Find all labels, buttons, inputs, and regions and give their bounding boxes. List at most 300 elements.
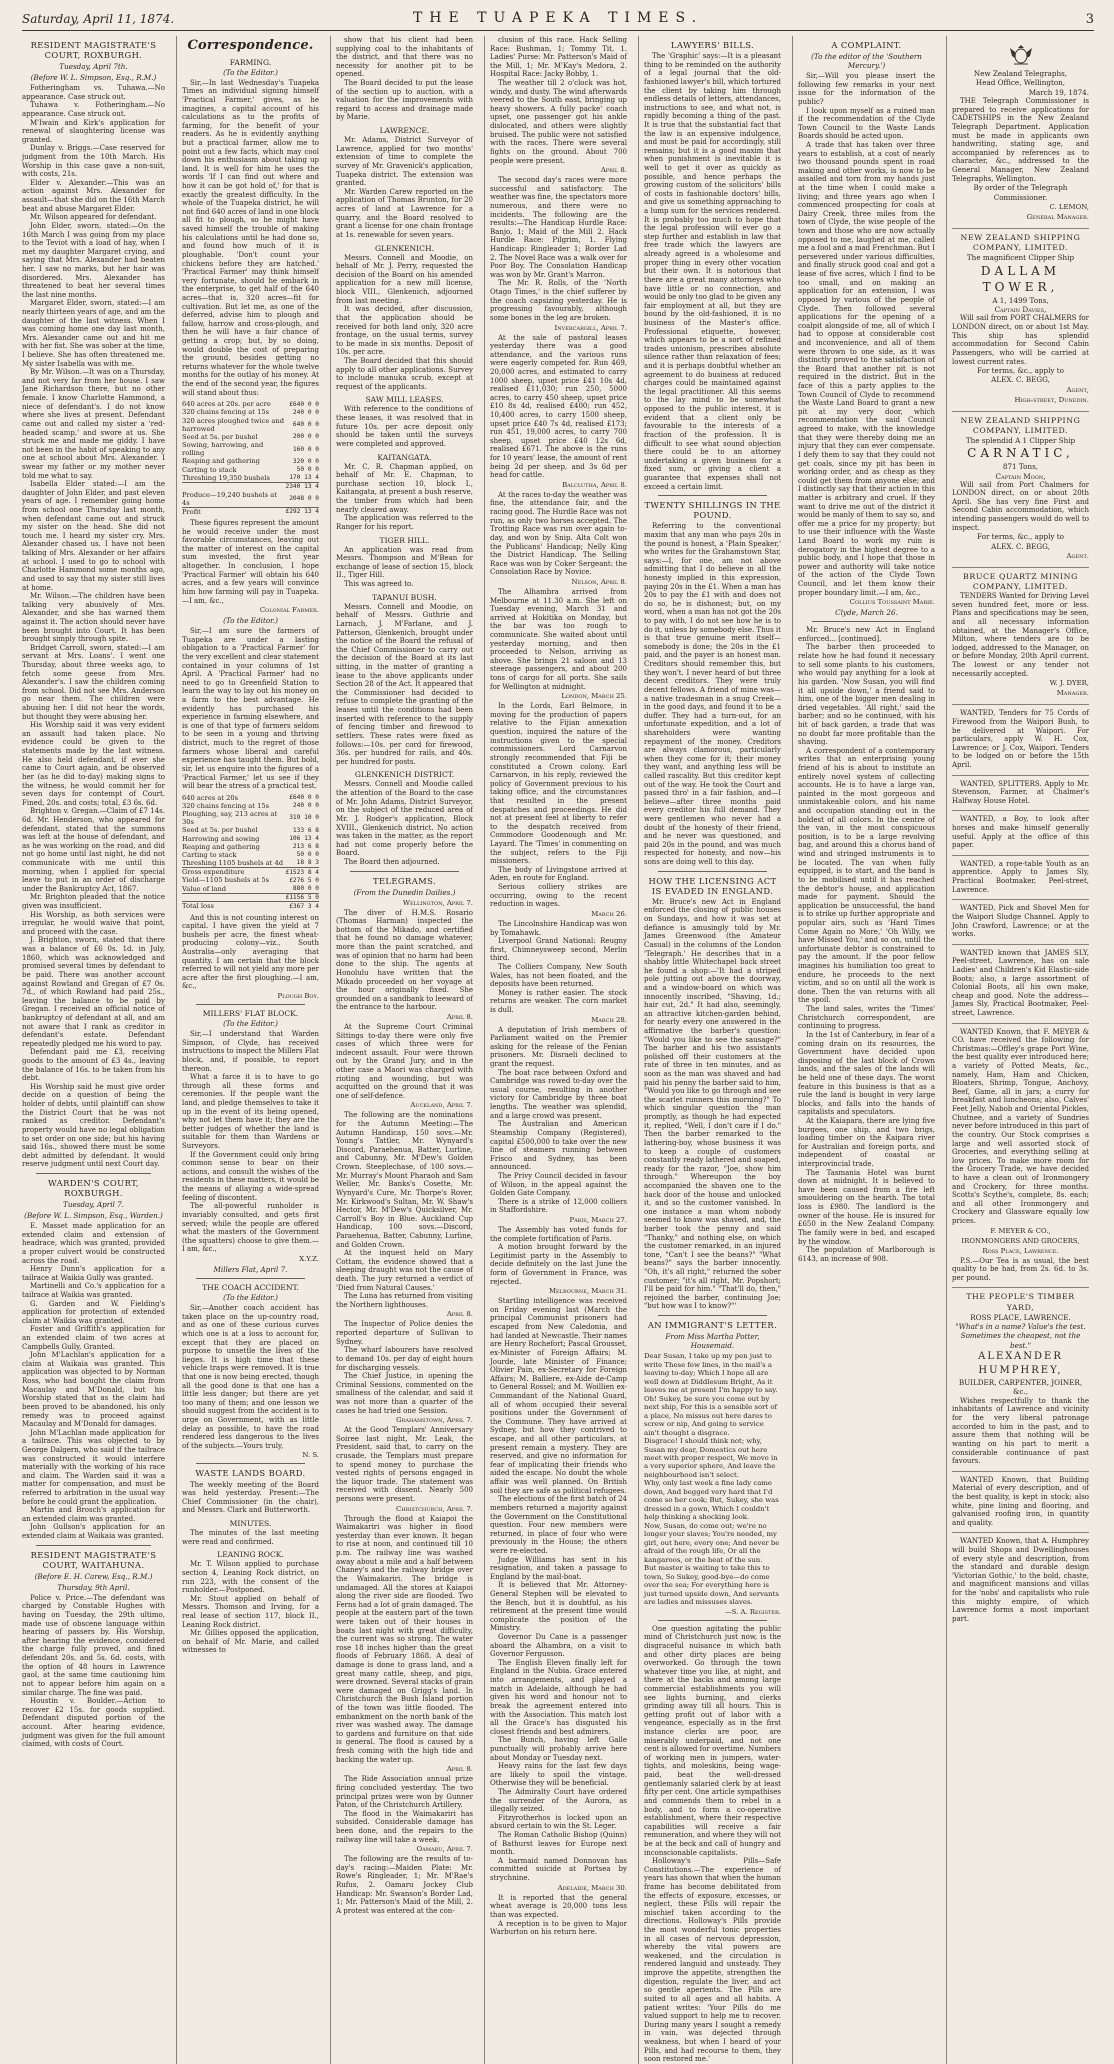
paragraph: Sir,—I understand that Warden Simpson, of Clyde, has received instructions to inspect the Millers Flat block, and, if possible, to report thereon. <box>182 1030 319 1073</box>
paragraph: The following are the nominations for the Autumn Meeting:—The Autumn Handicap, 150 sovs.—Mr. Young's Tattler, Mr. Wynyard's Discord, Paraehenua, Batter, Lurline, and Cabunny, Mr. M'Dew's Golden Crown. Steeplechase, of 100 sovs.—Mr. Murray's Mount Pharaoh and Sam Weller, Mr. Banks's Cosette, Mr. Wynyard's Cure, Mr. Thorpe's Rover, Mr. Kirkwood's Sultan, Mr. W. Shaw's Hector, Mr. M'Dew's Quicksilver, Mr. Carroll's Boy in Blue. Auckland Cup Handicap, 100 sovs.—Discord, Paraehenua, Batter, Cabunny, Lurline, and Golden Crown. <box>336 1111 473 1249</box>
page-number: 3 <box>1085 11 1094 27</box>
subhead: SAW MILL LEASES. <box>365 395 444 405</box>
ad-body: WANTED Known, that A. Humphrey will build Shops and Dwellinghouses of every style and description, from the standard and durable design 'Victorian Gothic,' to the bold, chaste, and magnificent mansions and villas for the 'nobs' and capitalists who rule this mighty empire, of which Lawrence forms a most important part. <box>952 1537 1089 1623</box>
ad-building-material <box>952 1472 1089 1534</box>
paragraph: Mr. Wilson.—The children have been talking very abusively of Mrs. Alexander, and she has warned them against it. The action should never have been brought into Court. It has been brought simply through spite. <box>22 592 165 644</box>
paragraph: Defendant paid me £3, receiving goods to the amount of £3 4s., leaving the balance of 16s. to be taken from his debt. <box>22 1048 165 1083</box>
dateline: April 8. <box>446 1310 473 1319</box>
account-item: Ploughing, say, 213 acres at 30s <box>182 810 278 827</box>
ad-motto: Sometimes the cheapest, not the best." <box>960 1331 1081 1350</box>
ad-telegraphs <box>952 36 1089 229</box>
account-row <box>182 491 319 508</box>
paragraph: show that his client had been supplying coal to the inhabitants of the district, and that there was no necessity for another pit to be opened. <box>336 36 473 79</box>
paragraph: A motion brought forward by the Legitimist party in the Assembly to decide definitely on the last June the form of Government in France, was rejected. <box>490 1243 627 1286</box>
dateline: Millers Flat, April 7. <box>213 1264 288 1274</box>
column-7-advertisements <box>946 36 1094 2064</box>
account-amount: £640 0 0 <box>289 400 319 408</box>
paragraph: The Board then adjourned. <box>344 857 440 866</box>
issue-date: Saturday, April 11, 1874. <box>22 12 175 26</box>
article-title: TELEGRAMS. <box>372 875 437 886</box>
account-item: Carting to stack <box>182 850 237 859</box>
account-row <box>182 810 319 826</box>
paragraph: An application was read from Messrs. Thompson and M'Bean for exchange of lease of section 15, block II., Tiger Hill. <box>336 545 473 580</box>
paragraph: At the sale of pastoral leases yesterday there was a good attendance, and the various runs were eagerly competed for. Run 469, 20,000 acres, and estimated to carry 1000 sheep, upset price £41 10s 4d, realised £11,030; run 250, 5000 acres, to carry 450 sheep, upset price £10 8s 4d, realised £400; run 452, 10,400 acres, to carry 1500 sheep, upset price £40 7s 4d, realised £173; run 451, 19,000 acres, to carry 700 sheep, upset price £40 12s 6d, realised £671. The above is the runs for 10 years' lease, the amount of rent being 2d per sheep, and 3s 6d per head for cattle. <box>490 333 627 480</box>
subhead: KAITANGATA. <box>377 452 432 462</box>
subhead: GLENKENICH. <box>374 243 434 253</box>
account-amount: 880 0 0 <box>292 884 319 892</box>
paragraph: The weekly meeting of the Board was held yesterday. Present:—The Chief Commissioner (in the chair), and Messrs. Clark and Butterworth. <box>182 1480 319 1515</box>
ad-line: Captain Moon, <box>995 471 1046 481</box>
ad-line: Head Office, Wellington, <box>975 78 1066 88</box>
account-amount: 240 0 0 <box>292 802 319 810</box>
newspaper-columns <box>22 36 1094 2064</box>
paragraph: The land sales, writes the 'Times' Christchurch correspondent, are continuing to progress. <box>798 1005 935 1031</box>
ad-motto: "What's in a name? Value's the test. <box>955 1322 1086 1332</box>
paragraph: In the 1st of Canterbury, in fear of a coming drain on its resources, the Government have decided upon disposing of the last block of Crown lands, and the sales of the lands will be held one of these days. The worst feature in this business is that as a rule the land is bought in very large blocks, and falls into the hands of capitalists and speculators. <box>798 1030 935 1117</box>
ad-wanted-firewood <box>952 705 1089 775</box>
paragraph: His Worship said it was very evident an assault had taken place. No evidence could be given to the statements made by the last witness. He also held defendant, if ever she came to Court again, and be observed her (as he did to-day) making signs to the witness, he would commit her for seven days for contempt of Court. Fined, 20s. and costs; total, £3 6s. 6d. <box>22 721 165 807</box>
bench: (Before W. L. Simpson, Esq., R.M.) <box>30 73 157 83</box>
account-row <box>182 466 319 474</box>
paragraph: One question agitating the public mind of Christchurch just now, is the disgraceful nuisance in which bath and other dirty places are being overworked. Go through the town whatever time you like, at night, and there at the backs and among large commercial establishments you will see lights burning, and clerks grinding away till all hours. This is getting profit out of labor with a vengeance, especially as in the first instance clerks are poor, are miserably underpaid, and not one cent is allowed for overtime. Numbers of working men in jumpers, water-tights, and moleskins, being wage-paid, beat the well-dressed gentlemanly salaried clerk by at least fifty per cent. One article sympathises and commends them to rebel in a body, and to form a co-operative establishment, where their respective capabilities will receive a fair remuneration, and where they will not be at the beck and call of hungry and inconscionable capitalists. <box>644 1624 781 1857</box>
dateline: Auckland, April 7. <box>410 1101 473 1110</box>
dateline: Wellington, April 7. <box>402 898 473 907</box>
paragraph: Through the flood at Kaiapoi the Waimakariri was higher in flood yesterday than ever known. It began to rise at noon, and continued till 10 p.m. The railway line was washed away about a mile and a half between Chaney's and the railway bridge over the Waimakariri. The bridge is undamaged. All the stores at Kaiapoi along the river side are flooded. Two Ferns had a lot of grain damaged. The people at the eastern part of the town were taken out of their houses in boats last night with great difficulty, the current was so strong. The water rose 18 inches higher than the great floods of February 1868. A deal of damage is done to grass land, and a great many cattle, sheep, and pigs, were drowned. Several stacks of grain were damaged on Grigg's land. In Christchurch the Bush Island portion of the town was little flooded. The embankment on the north bank of the river was washed away. The damage to gardens and furniture on that side is general. The flood is caused by a fresh coming with the high tide and backing the water up. <box>336 1514 473 1764</box>
account-item <box>182 893 285 902</box>
account-item: Value of land <box>182 884 227 893</box>
account-item: 320 acres ploughed twice and harrowed <box>182 416 284 433</box>
account-amount: 18 8 3 <box>296 859 319 867</box>
paragraph: By Mr. Wilson.—It was on a Thursday, and not very far from her house. I saw Jane Richardson there, but no other female. I know Charlotte Hammond, a niece of defendant's. I do not know where she lives at present. Defendant came out and called my sister a 'red-headed scamp,' and swore at us. She struck me and made me giddy. I have not been in the habit of speaking to any one at school about Mrs. Alexander. I swear my father or my mother never told me what to say. <box>22 368 165 480</box>
account-item: Sowing, harrowing, and rolling <box>182 441 264 458</box>
dateline: Clyde, March 26. <box>835 608 898 618</box>
ad-wanted-splitters <box>952 776 1089 812</box>
paragraph: Mr. Warden Carew reported on the application of Thomas Brunton, for 20 acres of land at Lawrence for a quarry, and the Board resolved to grant a license for one chain frontage at 1s. renewable for seven years. <box>336 187 473 239</box>
account-row <box>182 441 319 457</box>
paragraph: Money is rather easier. The stock returns are weaker. The corn market is dull. <box>490 988 627 1014</box>
paragraph: The flood in the Waimakariri has subsided. Considerable damage has been done, and the repairs to the railway line will take a week. <box>336 1809 473 1844</box>
paragraph: It was decided, after discussion, that the application should be received for both land only, 320 acre frontage, on the usual terms, survey to be made in six months. Deposit of 10s. per acre. <box>336 305 473 357</box>
ad-title: NEW ZEALAND SHIPPING COMPANY, LIMITED. <box>960 232 1081 253</box>
account-item: Total loss <box>182 902 285 911</box>
account-amount: 319 10 0 <box>289 814 319 822</box>
article-title: RESIDENT MAGISTRATE'S COURT, ROXBURGH. <box>30 40 157 61</box>
article-title: HOW THE LICENSING ACT IS EVADED IN ENGLAND. <box>648 875 777 896</box>
column-5 <box>638 36 786 2064</box>
account-row <box>182 885 319 894</box>
paragraph: M'Iwain and Kirk's application for renewal of slaughtering license was granted. <box>22 118 165 144</box>
ad-title: NEW ZEALAND SHIPPING COMPANY, LIMITED. <box>960 415 1081 435</box>
dateline: Paris, March 27. <box>569 1216 627 1224</box>
account-item: Yield—1105 bushels at 5s <box>182 876 270 885</box>
signature: X.Y.Z. <box>299 1254 319 1263</box>
ad-signature: High-street, Dunedin. <box>1014 395 1089 404</box>
paragraph: Sir,—In last Wednesday's Tuapeka Times an individual signing himself 'Practical Farmer,' gives, as he imagines, a capital account of his calculations as to the profits of farming, for the benefit of your readers. As he is evidently anything but a practical farmer, allow me to point out a few facts, which may cool down his enthusiasm about taking up land. It is well for him he uses the words 'If I can find out where and how it can be got hold of,' for that is exactly the greatest difficulty. In the whole of the Tuapeka district, he will not find 640 acres of land in one block all fit to plough, so he might have saved himself the trouble of making his calculations until he had done so, and found how much of it is ploughable. 'Don't count your chickens before they are hatched.' 'Practical Farmer' may think himself very fortunate, should he embark in the enterprise, to get half of the 640 acres—that is, 320 acres—fit for cultivation. But let me, as one of the deferred, advise him to plough and fallow, harrow and cross-plough, and then he will have a fair chance of getting a crop; but, by so doing, would double the cost of preparing the ground, besides getting no returns whatever for the whole twelve months for the outlay of his money. At the end of the second year, the figures will stand about thus: <box>182 78 319 397</box>
paragraph: Martin and Brosch's application for an extended claim was granted. <box>22 1506 165 1523</box>
ad-body: Wishes respectfully to thank the inhabitants of Lawrence and vicinity for the very liberal patronage accorded to him in the past, and to assure them that nothing will be wanting on his part to merit a considerable continuance of past favours. <box>952 1396 1089 1466</box>
paragraph: The population of Marlborough is 6143, an increase of 908. <box>798 1246 935 1263</box>
paragraph: Elder v. Alexander.—This was an action against Mrs. Alexander for assault—that she did on the 16th March beat and abuse Margaret Elder. <box>22 178 165 213</box>
subhead: TAPANUI BUSH. <box>372 592 437 602</box>
ad-wanted-pick-shovel <box>952 900 1089 944</box>
paragraph: And this is not counting interest on capital. I have given the yield at 7 bushels per acre, the finest wheat-producing colony—viz., South Australia—only averaging that quantity. I am certain that the block referred to will not yield any more per acre after the first ploughing.—I am, &c., <box>182 913 319 991</box>
account-row <box>182 802 319 810</box>
to-editor: (To the editor of the 'Southern Mercury.') <box>811 52 922 71</box>
paragraph: It is believed that Mr. Attorney-General Stephen will be elevated to the Bench, but it is doubtful, as his retirement at the present time would complicate the position of the Ministry. <box>490 1581 627 1633</box>
dateline: Adelaide, March 30. <box>557 1883 627 1892</box>
paragraph: The Privy Council decided in favour of Wilson, in the appeal against the Golden Gate Company. <box>490 1171 627 1198</box>
paragraph: A reception is to be given to Major Warburton on his return here. <box>490 1919 627 1937</box>
paragraph: John Elder, sworn, stated:—On the 16th March I was going from my place to the Teviot with a load of hay, when I met my daughter Margaret crying, and saying that Mrs. Alexander had beaten her. I saw no marks, but her hair was disordered. Mrs. Alexander has threatened to beat her several times the last nine months. <box>22 221 165 299</box>
subhead: MINUTES. <box>229 1518 272 1528</box>
signature: N. S. <box>302 1451 319 1460</box>
letter-title: FARMING. <box>229 57 272 67</box>
article-title: LAWYERS' BILLS. <box>670 40 755 50</box>
paragraph: Mr. Stout applied on behalf of Messrs. Thomson and Irving, for a real lease of section 117, block II., Leaning Rock district. <box>182 1594 319 1629</box>
paragraph: Fotheringham vs. Tuhawa.—No appearance. Case struck out. <box>22 84 165 101</box>
account-row <box>182 457 319 465</box>
paragraph: The Australian and American Steamship Company (Registered), capital £500,000 to take over the new line of steamers running between Frisco and Sydney, has been announced. <box>490 1120 627 1172</box>
account-item: Profit <box>182 507 285 516</box>
article-title: WASTE LANDS BOARD. <box>195 1468 306 1479</box>
paragraph: The Chief Justice, in opening the Criminal Sessions, commented on the smallness of the calendar, and said it was not more than a quarter of the cases he had tried one Session. <box>336 1372 473 1415</box>
account-amount: 240 0 0 <box>292 408 319 416</box>
account-row <box>182 876 319 884</box>
bench: (Before E. H. Carew, Esq., R.M.) <box>34 1571 153 1581</box>
ad-carnatic <box>952 412 1089 568</box>
paragraph: Messrs. Connell and Moodie, on behalf of Mr. J. Perry, requested the decision of the Board on his amended application for a new mill license, block VIII., Glenkenich, adjourned from last meeting. <box>336 253 473 305</box>
ad-line: For terms, &c., apply to <box>977 366 1064 376</box>
account-table-2 <box>182 794 319 911</box>
ad-line: New Zealand Telegraphs, <box>973 69 1068 78</box>
account-amount: £640 0 0 <box>289 794 319 802</box>
subhead: TIGER HILL. <box>379 535 430 545</box>
account-row <box>182 835 319 843</box>
ad-body: WANTED, SPLITTERS. Apply to Mr. Stevenson, Farmer, at Chalmer's Halfway House Hotel. <box>952 779 1089 805</box>
ad-line: For terms, &c., apply to <box>977 532 1064 542</box>
dateline: Melbourne, March 31. <box>548 1287 627 1296</box>
newspaper-title: THE TUAPEKA TIMES. <box>412 10 704 26</box>
paragraph: The wharf labourers have resolved to demand 10s. per day of eight hours for discharging vessels. <box>336 1346 473 1372</box>
paragraph: Holloway's Pills—Safe Constitutions.—The experience of years has shown that when the human frame has become debilitated from the effects of exposure, excesses, or neglect, these Pills will repair the mischief taken according to the directions. Holloway's Pills provide the most wonderful tonic properties in all cases of nervous depression, whereby the vital powers are weakened, and the circulation is rendered languid and unsteady. They improve the appetite, strengthen the digestion, regulate the liver, and act so gentle aperients. The Pills are suited to all ages and all habits. A patient writes: 'Your Pills do me valued support to help me to recover. During many years I sought a remedy in vain, was dejected through weakness, but when I heard of your Pills, and had recourse to them, they soon restored me.' <box>644 1857 781 2064</box>
signature: —S. A. Register. <box>724 1607 781 1616</box>
account-row <box>182 474 319 483</box>
account-row <box>182 859 319 868</box>
dateline: April 8. <box>446 1765 473 1774</box>
paragraph: The Luna has returned from visiting the Northern lighthouses. <box>336 1292 473 1309</box>
ad-body: WANTED, Pick and Shovel Men for the Waipori Sludge Channel. Apply to John Crawford, Lawrence; or at the works. <box>952 904 1089 939</box>
paragraph: The barber then proceeded to relate how he had found it necessary to sell some plants to his customers, who would pay anything for a look at his garden. 'Now Susan, you will find it all upside down,' a friend said to him, one of the bigger men dealing in dried vegetables. 'All right,' said the barber; and so he continued, with his bit of back garden, a trade that was no doubt far more profitable than the shaving. <box>798 643 935 747</box>
letter-title: THE COACH ACCIDENT. <box>202 1282 299 1292</box>
account-row <box>182 902 319 911</box>
paragraph: Fitzyrotherhos is locked upon an absurd certain to win the St. Leger. <box>490 1813 627 1831</box>
ad-name: ALEXANDER HUMPHREY, <box>978 1351 1063 1377</box>
account-amount: 320 0 0 <box>292 457 319 465</box>
ad-signature: Agent, <box>1066 385 1089 394</box>
letter-title: MILLERS' FLAT BLOCK. <box>202 1009 299 1018</box>
ad-line: ROSS PLACE, LAWRENCE. <box>970 1312 1071 1322</box>
paragraph: Bridget Carroll, sworn, stated:—I am servant at Mrs. Loans'. I went one Thursday, about three weeks ago, to fetch some geese from Mrs. Alexander's. I saw the children coming from school. Did not see Mrs. Anderson go near them. The children were abusing her. I did not hear the words, but thought they were abusing her. <box>22 643 165 721</box>
account-item: Threshing 19,350 bushels <box>182 473 270 482</box>
divider <box>196 1004 306 1005</box>
paragraph: His Worship, as both services were irregular, he would waive that point, and proceed with the case. <box>22 910 165 936</box>
subhead: GLENKENICH DISTRICT. <box>354 770 455 780</box>
paragraph: The boat race between Oxford and Cambridge was rowed to-day over the usual course, resulting in another victory for Cambridge by three boat lengths. The weather was splendid, and a large crowd was present. <box>490 1068 627 1120</box>
to-editor: (To the Editor.) <box>223 616 278 626</box>
ad-signature: Manager. <box>1056 689 1089 698</box>
paragraph: Henry Dunn's application for a tailrace at Waikia Gully was granted. <box>22 1265 165 1282</box>
account-item: Seed at 5s. per bushel <box>182 826 258 835</box>
paragraph: Liverpool Grand National: Reugny first, Chimneysweep second, Merlin third. <box>490 937 627 963</box>
paragraph: Judge Williams has sent in his resignation, and taken a passage to England by the mail-boat. <box>490 1555 627 1581</box>
account-row <box>182 826 319 834</box>
account-amount: £276 5 0 <box>289 876 319 884</box>
paragraph: Mr. Brighton pleaded that the notice given was insufficient. <box>22 893 165 911</box>
paragraph: At the Supreme Court Criminal Sittings to-day there were only five cases of which three were for indecent assault. Four were thrown out by the Grand Jury, and in the other case a Maori was charged with rioting and wounding, but was acquitted on the ground that it was one of self-defence. <box>336 1022 473 1100</box>
paragraph: Heavy rains for the last few days are likely to spoil the vintage. Otherwise they will be beneficial. <box>490 1762 627 1788</box>
dateline: Nelson, April 8. <box>571 577 627 586</box>
ad-title: THE PEOPLE'S TIMBER YARD, <box>966 1292 1075 1312</box>
ad-body: THE Telegraph Commissioner is prepared to receive applications for CADETSHIPS in the New Zealand Telegraph Department. Application must be made in applicants own handwriting, stating age, and accompanied by references as to character, &c., addressed to the General Manager, New Zealand Telegraphs, Wellington. <box>952 97 1089 183</box>
divider <box>196 1463 306 1464</box>
paragraph: Startling intelligence was received on Friday evening last (March the principal Communist prisoners had escaped from New Caledonia, and had landed at Newcastle. Their names are Henry Rochefort; Pascal Grousset, ex-Minister of Foreign Affairs; M. Jourde, late Minister of Finance; Olivier Pain, ex-Secretary for Foreign Affairs; M. Balliere, ex-Aide de-Camp to General Rossel; and M. Woillien ex-Commandant of the National Guard, all of whom occupied their several positions under the Government of the Commune. They have arrived at Sydney, but how they contrived to escape, and all other particulars, at present remain a mystery. They are reserved, and give no information for fear of implicating their friends who aided the escape. No doubt the whole affair was well planned. On British soil they are safe as political refugees. <box>490 1297 627 1495</box>
account-amount: 160 0 0 <box>292 445 319 453</box>
paragraph: Mr. Adams, District Surveyor of Lawrence, applied for two months' extension of time to complete the survey of Mr. Gravenick's application, Tuapeka district. The extension was granted. <box>336 136 473 188</box>
paragraph: Sir,—Will you please insert the following few remarks in your next issue for the information of the public? <box>798 72 935 106</box>
dateline: March 26. <box>591 909 627 918</box>
account-row <box>182 868 319 877</box>
ad-timber-yard <box>952 1288 1089 1471</box>
paragraph: G. Garden and W. Fielding's application for protection of extended claim at Waikia was granted. <box>22 1299 165 1325</box>
ad-body: WANTED known that JAMES SLY, Peel-street, Lawrence, has on sale Ladies' and Children's Kid Elastic-side Boots; also, a large assortment of Colonial Boots, all his own make, cheap and good. Note the address—James Sly, Practical Bootmaker, Peel-street, Lawrence. <box>952 948 1089 1017</box>
account-amount: 200 0 0 <box>292 433 319 441</box>
paragraph: At the Good Templars' Anniversary Soiree last night, Mr. Leak, the President, said that, to carry on the crusade, the Templars must prepare to spend money to purchase the vested rights of persons engaged in the liquor trade. The statement was received with dissent. Nearly 500 persons were present. <box>336 1426 473 1504</box>
paragraph: The Inspector of Police denies the reported departure of Sullivan to Sydney. <box>336 1320 473 1346</box>
divider <box>658 495 768 496</box>
account-row <box>182 893 319 902</box>
ad-james-sly <box>952 945 1089 1024</box>
paragraph: John M'Lachlan's application for a claim at Waikaia was granted. This application was objected to by Norman Ross, who had bought the claim from Macaulay and M'Donald, but his Worship stated that as the claim had been proved to be abandoned, his only remedy was to proceed against Macaulay and M'Donald for damages. <box>22 1351 165 1429</box>
paragraph: Foster and Griffith's application for an extended claim of two acres at Campbells Gully, Granted. <box>22 1325 165 1351</box>
article-title: TWENTY SHILLINGS IN THE POUND. <box>644 500 781 521</box>
account-table-1 <box>182 400 319 516</box>
paragraph: Messrs. Connell and Moodie, on behalf of Messrs. Guthrie and Larnach, J. M'Farlane, and J. Patterson, Glenkenich, brought under the notice of the Board the refusal of the Chief Commissioner to carry out the decision of the Board at its last sitting, in the matter of granting a lease to the above applicants under Section 28 of the Act. It appeared that the Commissioner had decided to refuse to complete the granting of the leases until the conditions had been inserted with reference to the supply of fencing timber and firewood to settlers. These rates were fixed as follows:—10s. per cord for firewood, 36s. per hundred for rails, and 40s. per hundred for posts. <box>336 602 473 766</box>
to-editor: (To the Editor.) <box>223 1019 278 1029</box>
paragraph: The Colliers Company, New South Wales, has not been floated, and the deposits have been returned. <box>490 962 627 989</box>
paragraph: This was agreed to. <box>344 580 414 589</box>
paragraph: A barmaid named Donnovan has committed suicide at Portsea by strychnine. <box>490 1856 627 1883</box>
signature: Colonial Farmer. <box>259 606 319 615</box>
paragraph: If the Government could only bring common sense to bear on their actions, and consult the wishes of the residents in these matters, it would be the means of allaying a wide-spread feeling of discontent. <box>182 1150 320 1202</box>
ad-title: BRUCE QUARTZ MINING COMPANY, LIMITED. <box>963 571 1078 592</box>
masthead <box>22 8 1094 31</box>
ad-body: WANTED, Tenders for 75 Cords of Firewood from the Waipori Bush, to be delivered at Waipori. For particulars, apply W. H. Cox, Lawrence; or J. Cox, Waipori. Tenders to be lodged on or before the 15th April. <box>952 709 1089 769</box>
paragraph: Mr. Bruce's new Act in England enforced... [continued]. <box>798 626 935 643</box>
paragraph: The Admiralty Court have ordered the surrender of the Aurora, as illegally seized. <box>490 1788 627 1814</box>
ad-signature: Ross Place, Lawrence. <box>982 1246 1059 1255</box>
article-title: WARDEN'S COURT, ROXBURGH. <box>48 1177 139 1199</box>
subhead: LEANING ROCK. <box>217 1550 284 1560</box>
account-row <box>182 408 319 416</box>
ad-line: A 1, 1499 Tons, <box>992 296 1049 306</box>
dateline: Thursday, 9th April. <box>57 1582 130 1592</box>
paragraph: Brighton v. Gregan.—Claim of £7 14s. 6d. Mr. Henderson, who appeared for defendant, stated that the summons was left at the house of defendant, and as he was working on the road, and did not go home until last night, he did not communicate with me until this morning, when I applied for special leave to put in an order of discharge under the Bankruptcy Act, 1867. <box>22 807 165 893</box>
ad-line: March 19, 1874. <box>1028 87 1089 97</box>
paragraph: The Tasmania Hotel was burnt down at midnight. It is believed to have been caused from a fire left smouldering on the hearth. The total loss is £980. The landlord is the owner of the house. He is insured for £650 in the New Zealand Company. The family were in bed, and escaped by the window. <box>798 1168 935 1246</box>
account-item: Harrowing and sowing <box>182 834 260 843</box>
dateline: Grahamstown, April 7. <box>396 1416 473 1425</box>
paragraph: The second day's races were more successful and satisfactory. The weather was fine, the spectators more numerous, and there were no incidents. The following are the results:—The Handicap Hurdle Race: Banjo, 1; Maid of the Mill 2. Hack Hurdle Race: Pilgrim, 1. Flying Handicap: Ringleader 1; Border Lad 2. The Novel Race was a walk over for Poor Boy. The Consolation Handicap was won by Mr. Grant's Marron. <box>490 176 627 279</box>
paragraph: Messrs. Connell and Moodie called the attention of the Board to the case of Mr. John Adams, District Surveyor, on the subject of the reduced area of Mr. J. Rodger's application, Block XVIII., Glenkenich district. No action was taken in the matter, as the report had not come properly before the Board. <box>336 780 473 858</box>
ad-line: By order of the Telegraph Commissioner. <box>973 183 1068 202</box>
ad-meyer <box>952 1024 1089 1289</box>
ad-line: ALEX. C. BEGG, <box>991 541 1050 551</box>
bench: (Before W. L. Simpson, Esq., Warden.) <box>24 1211 163 1221</box>
paragraph: The application was referred to the Ranger for his report. <box>336 514 473 531</box>
account-row <box>182 482 319 490</box>
account-row <box>182 507 319 516</box>
dateline: Tuesday, April 7th. <box>59 62 128 72</box>
account-item: Produce—19,240 bushels at 4s <box>182 490 277 507</box>
paragraph: The minutes of the last meeting were read and confirmed. <box>182 1529 319 1546</box>
paragraph: Tuhawa v. Fotheringham.—No appearance. Case struck out. <box>22 101 165 118</box>
account-item: 320 chains fencing at 15s <box>182 408 270 417</box>
divider <box>658 1620 768 1621</box>
account-item: Seed at 5s. per bushel <box>182 432 258 441</box>
ship-name: DALLAM TOWER, <box>980 263 1061 295</box>
signature: Collius Toussaint Marie. <box>849 598 935 607</box>
account-amount: £292 13 4 <box>285 508 319 516</box>
account-item: Threshing 1105 bushels at 4d <box>182 859 283 868</box>
paragraph: The Assembly has voted funds for the complete fortification of Paris. <box>490 1226 627 1243</box>
to-editor: (To the Editor.) <box>223 67 278 77</box>
poem: Dear Susan, I take up my pen just to write These few lines, in the mail's a leaving to-day; Which I hope all are well down at Diddlesum Bright, As it leaves me at present I'm happy to say. Oh! Sukey, be sure you come out by next ship, For this is a sensible sort of a place, No missus out here dares to screw or nip, And going to service ain't thought a disgrace. Disgrace! I should think not; why, Susan my dear, Domestics out here meet with proper respect, We move in a very superior sphere, And leave the neighbourhood isn't select. Why, only last week a fine lady came down, And begged very hard that I'd come so her cook; But, Sukey, she was dressed in a gown, Which I couldn't help thinking a shocking look. Now, Susan, do come out; we're no longer your slaves; You're needed, my girl, out here, every one; And never be afraid of the rough life, Or all the kangaroos, or the heat of the sun. But master is waiting to take this to town, So Sukey, good-bye—do come over the sea; For everything here is just turned upside down, And servants are ladies and missuses slaves. <box>644 1352 780 1607</box>
divider <box>36 1173 150 1174</box>
paragraph: John M'Lachlan made application for a tailrace. This was objected to by George Dalgern, who said if the tailrace was constructed it would interfere materially with the working of his race and claim. The Warden said it was a matter for compensation, and must be referred to arbitration in the usual way before he could grant the application. <box>22 1428 165 1506</box>
paragraph: The elections of the first batch of 24 members returned a majority against the Government on the Constitutional question. Four new members were returned, in place of four who were previously in the House; the others were re-elected. <box>490 1495 628 1555</box>
ad-body: Will sail from Port Chalmers for LONDON direct, on or about 20th April. She has very fine First and Second Cabin accommodation, which intending passengers would do well to inspect. <box>952 480 1089 532</box>
letter-from: From Miss Martha Potter, Housemaid. <box>665 1332 760 1351</box>
ad-body: WANTED, a Boy, to look after horses and make himself generally useful. Apply at the office of this paper. <box>952 815 1089 850</box>
ad-line: The splendid A 1 Clipper Ship <box>965 436 1076 446</box>
divider <box>658 871 768 872</box>
ad-body: TENDERS Wanted for Driving Level seven hundred feet, more or less. Plans and specifications may be seen, and all necessary information obtained, at the Manager's Office, Milton, where tenders are to be lodged, addressed to the Manager, on or before Monday, 20th April current. The lowest or any tender not necessarily accepted. <box>952 592 1089 678</box>
paragraph: Mr. Gillies opposed the application, on behalf of Mr. Marie, and called witnesses to <box>182 1629 319 1655</box>
account-row <box>182 417 319 433</box>
paragraph: Houstin v. Boulder.—Action to recover £2 15s. for goods supplied. Defendant disputed portion of the account. After hearing evidence, judgment was given for the full amount claimed, with costs of Court. <box>22 1697 165 1749</box>
dateline: April 8. <box>446 1012 473 1021</box>
paragraph: I look upon myself as a ruined man if the recommendation of the Clyde Town Council to the Waste Lands Boards should be acted upon. <box>798 106 935 141</box>
ad-signature: Agent. <box>1066 551 1089 560</box>
ad-line: ALEX. C. BEGG, <box>991 375 1050 385</box>
paragraph: These figures represent the amount he would receive under the most favorable circumstances, leaving out the matter of interest on the capital sum invested, the first year altogether. In conclusion, I hope 'Practical Farmer' will obtain his 640 acres, and a few years will convince him how farming will pay in Tuapeka.—I am, &c., <box>182 519 319 605</box>
paragraph: A deputation of Irish members of Parliament waited on the Premier asking for the release of the Fenian prisoners. Mr. Disraeli declined to grant the request. <box>490 1025 627 1069</box>
divider <box>658 1315 768 1316</box>
paragraph: Martinelli and Co.'s application for a tailrace at Waikia was granted. <box>22 1282 165 1299</box>
paragraph: At the Kaiapara, there are lying five burgees, one ship, and two brigs, loading timber on the Kaipara river for Australian and foreign ports, and independent of coastal or interprovincial trade. <box>798 1116 935 1169</box>
paragraph: Dunlay v. Briggs.—Case reserved for judgment from the 10th March. His Worship in this case gave a non-suit, with costs, 21s. <box>22 144 165 179</box>
account-amount: 50 0 0 <box>296 851 319 859</box>
account-item: 640 acres at 20s. per acre <box>182 400 271 409</box>
account-item: Gross expenditure <box>182 868 285 877</box>
paragraph: The body of Livingstone arrived at Aden, en route for England. <box>490 865 627 883</box>
paragraph: A trade that has taken over three years to establish, at a cost of nearly two thousand pounds spent in road making and other works, is now to be assailed and torn from my hands just at the time when I could make a living; and three years ago when I commenced prospecting for coals at Dairy Creek, three miles from the town of Clyde, the wise people of the town and those who are now actually opposed to me, laughed at me, called me a fool and a mad Frenchman. But I persevered under various difficulties, and finally struck good coal and got a lease of five acres, which I find to be too small, and on making an application for an extension, I was opposed by various of the people of Clyde. Then followed several applications for the opening of a coalpit alongside of me, all of which I had to oppose at considerable cost and inconvenience, and all of them were thrown to one side, as it was distinctly proved to the satisfaction of the Board that another pit is not required in the district. But in the face of this a party applies to the Town Council of Clyde to recommend the Waste Land Board to grant a new pit at my very door, which recommendation the said Council agreed to make, with the knowledge that they were thereby doing me an injury that they can ever compensate. I defy them to say that they could not get coals, since my pit has been in working order, and as cheap as they could get them from anyone else; and I distinctly say that their action in this matter is arbitrary and cruel. If they want to drive me out of the district it would be manly of them to say so, and offer me a price for my property; but to use their influence with the Waste Land Board to work my ruin is derogatory in the highest degree to a public body, and I hope that those in power and authority will take notice of the action of the Clyde Town Council, and let them know their proper boundary limit.—I am, &c., <box>798 140 935 597</box>
paragraph: What a farce it is to have to go through all these forms and ceremonies. If the people want the land, and pledge themselves to take it up in the event of its being opened, why not let them have it; they are the better judges of whether the land is suitable for them than Wardens or Surveyors. <box>182 1073 319 1151</box>
ad-body: Will sail from PORT CHALMERS for LONDON direct, on or about 1st May. This ship has splendid accommodation for Second Cabin Passengers, who will be carried at lowest current rates. <box>952 314 1089 366</box>
dateline: Oamaru, April 7. <box>416 1845 473 1854</box>
paragraph: Isabella Elder stated:—I am the daughter of John Elder, and past eleven years of age. I remember going home from school one Thursday last month, when defendant came out and struck my sister on the head. She did not touch me. I heard my sister cry. Mrs. Alexander chased us. I have not been talking of Mrs. Alexander or her affairs at school. I used to go to school with Charlotte Hammond some months ago, and used to say that my sister still lives at home. <box>22 480 165 592</box>
account-item: Reaping and gathering <box>182 842 260 851</box>
divider <box>196 1278 306 1279</box>
divider <box>350 871 460 872</box>
ad-signature: C. LEMON, <box>1049 202 1089 211</box>
paragraph: The weather till 2 o'clock was hot, windy, and dusty. The wind afterwards veered to the South east, bringing up heavy showers. A fully packe' coach upset, one passenger got his ankle dislocated, and others were slightly bruised. The public were not satisfied with the races. There were several fights on the ground. About 700 people were present. <box>490 79 627 165</box>
ad-wanted-apprentice <box>952 856 1089 900</box>
ad-signature: General Manager. <box>1026 212 1089 221</box>
ad-dallam-tower <box>952 229 1089 412</box>
ad-line: 871 Tons, <box>1002 462 1039 472</box>
account-item: Reaping and gathering <box>182 457 260 466</box>
subhead: LAWRENCE. <box>379 126 430 136</box>
ad-body: P.S.—Our Tea is as usual, the best quality to be had, from 2s. 6d. to 3s. per pound. <box>952 1256 1089 1282</box>
paragraph: The Ride Association annual prize firing concluded yesterday. The two principal prizes were won by Gunner Paton, of the Christchurch Artillery. <box>336 1775 473 1810</box>
ad-signature: W. J. DYER, <box>1049 679 1089 688</box>
to-editor: (To the Editor.) <box>223 1293 278 1303</box>
paragraph: Governor Du Cane is a passenger aboard the Alhambra, on a visit to Governor Fergusson. <box>490 1633 627 1659</box>
paragraph: The Board decided that this should apply to all other applications. Survey to include manuka scrub, except at request of the applicants. <box>336 356 473 391</box>
ad-body: WANTED Known, that Building Material of every description, and of the best quality, is kept in stock; also white, pine lining and flooring, and galvanised roofing iron, in quantity and quality. <box>952 1475 1089 1527</box>
paragraph: Margaret Elder, sworn, stated:—I am nearly thirteen years of age, and am the daughter of the last witness. When I was coming home one day last month, Mrs. Alexander came out and hit me with her fist. She was sober at the time, I believe. She has often threatened me. My sister Isabella was with me. <box>22 299 165 368</box>
paragraph: It is reported that the general wheat average is 20,000 tons less than was expected. <box>490 1893 627 1919</box>
account-row <box>182 851 319 859</box>
paragraph: The following are the results of to-day's racing:—Maiden Plate: Mr. Rowe's Ringleader, 1; Mr. M'Rae's Rufus, 2. Oamaru Jockey Club Handicap: Mr. Swanson's Border Lad, 1; Mr. Patterson's Maid of the Mill, 2. A protest was entered at the con- <box>336 1855 473 1915</box>
account-amount: 2048 0 0 <box>289 494 319 502</box>
paragraph: Sir,—I am sure the farmers of Tuapeka are under a lasting obligation to a 'Practical Farmer' for the very excellent and clear statement contained in your columns of 1st April. A 'Practical Farmer' had no need to go to Greenfield Station to learn the way to lay out his money on a farm to the best advantage. He evidently has purchased his experience in farming elsewhere, and is one of that type of farmers seldom to be seen in a young and thriving district, much to the regret of those farmers whose liberal and careful experience has taught them. But bold, sir, let us enquire into the figures of a 'Practical Farmer,' let us see if they will bear the stress of a practical test. <box>182 627 319 791</box>
section-header-correspondence: Correspondence. <box>187 38 314 53</box>
ad-line: BUILDER, CARPENTER, JOINER, &c., <box>958 1378 1083 1397</box>
column-6 <box>792 36 940 2064</box>
account-amount: 170 13 4 <box>289 474 319 482</box>
article-title: RESIDENT MAGISTRATE'S COURT, WAITAHUNA. <box>30 1549 157 1570</box>
paragraph: Mr. Wilson appeared for defendant. <box>30 213 157 222</box>
column-4 <box>484 36 632 2064</box>
paragraph: The Mr. R. Rolls, of the 'North Otago Times,' is the chief sufferer by the coach capsizing yesterday. He is progressing favourably, although some bones in the leg are broken. <box>490 279 627 322</box>
paragraph: The Alhambra arrived from Melbourne at 11.30 a.m. She left on Tuesday evening, March 31 and arrived at Hokitika on Monday, but the bar was too rough to communicate. She waited about until yesterday morning, and then proceeded to Nelson, arriving as above. She brings 21 saloon and 13 steerage passengers, and about 200 tons of cargo for all ports. She sails for Wellington at midnight. <box>490 587 627 691</box>
account-row <box>182 433 319 441</box>
paragraph: J. Brighton, sworn, stated that there was a balance of £6 0s. 1d. in July, 1860, which was acknowledged and promised several times by defendant to be paid. There was another account against Rowland and Gregan of £7 0s. 7d., of which Rowland had paid 25s., leaving the balance to be paid by Gregan. I received an official notice of bankruptcy of defendant at all, and am not aware that I rank as creditor in defendant's estate. Defendant repeatedly pledged me his word to pay. <box>22 936 165 1048</box>
account-amount: 133 6 8 <box>292 826 319 834</box>
ad-body: WANTED Known, that F. MEYER & CO. have received the following for Christmas:—Offley's grape Port Wine, the best quality ever introduced here; a variety of Potted Meats, &c., namely, Ham, Ham and Chicken, Bloaters, Shrimp, Tongue, Anchovy, Beef, Game, all in jars; a curry for breakfast and luncheons; also, Calves' Feet Jelly, Nabob and Oriental Pickles, Chutnee, and a variety of Sundries never before introduced in this part of the country. Our Stock comprises a large and well assorted stock of Groceries, and everything selling at low prices. To make more room for the Grocery Trade, we have decided to have a clean out of Ironmongery and Crockery, for three months. Scotts's Scythe's, complete, 8s. each; and all other Ironmongery and Crockery and Glassware equally low prices. <box>952 1027 1089 1225</box>
paragraph: Mr. Bruce's new Act in England enforced the closing of public houses on Sundays, and how it was set at defiance is amusingly told by Mr. James Greenwood (the Amateur Casual) in the columns of the London 'Telegraph.' He describes that in a shabby little Whitechapel back street he found a shop:—'It had a striped pole jutting out above the doorway, and a window-board on which was innocently inscribed, "Shaving, 1d.; hair cut, 2d." It had also, seemingly, an attractive kitchen-garden behind, for nearly every one answered in the affirmative the barber's question: "Would you like to see the sausage?" The barber and his two assistants polished off their customers at the rate of three in ten minutes, and as soon as the man was shaved and had paid his penny the barber said to him, "Would you like to go through and see the scarlet runners this morning?" To which singular question the man promptly, as though he had expected it, replied, "Well, I don't care if I do." Then the barber remarked to the lathering-boy, whose business it was to keep a couple of customers constantly ready lathered and soaped, ready for the razor, "Joe, show him through." Whereupon the boy accompanied the shaven one to the back door of the house and unlocked it, and so the customer vanished. In one instance a man whom nobody seemed to know was shaved, and, the barber took the penny and said "Thanky," and nothing else, on which the customer remarked, in an injured tone, "Can't I see the beans?" "What beans?" says the barber innocently. "Oh, it's all right," returned the sober customer; "it's all right, Mr. Popshort; I'll be paid for him." "That'll do, then," rejoined the barber, continuing Joe; "but how was I to know?"' <box>644 897 781 1311</box>
ad-signature: F. MEYER & CO., <box>990 1226 1051 1235</box>
paragraph: There is a strike of 12,000 colliers in Staffordshire. <box>490 1197 627 1215</box>
dateline: Invercargill, April 7. <box>554 323 627 332</box>
account-amount: 2340 13 4 <box>285 482 319 490</box>
paragraph: The Roman Catholic Bishop (Quinn) of Bathurst leaves for Europe next month. <box>490 1831 627 1857</box>
paragraph: Sir,—Another coach accident has taken place on the up-country road, and as one of these curious curves which one is at a loss to account for, except that they are placed on purpose to unsettle the lives of the lieges. It is high time that these vehicle traps were removed. It is true that one is now being erected, though all the good done is that one has a little less danger; but there are yet too many of them; and one lesson we should suggest from the accident is to urge on Government, with as little delay as possible, to have the road rendered less dangerous to the lives of the subjects.—Yours truly, <box>182 1304 319 1450</box>
column-3 <box>330 36 478 2064</box>
paragraph: At the inquest held on Mary Cottam, the evidence showed that a sleeping draught was not the cause of death. The jury returned a verdict of 'Died from Natural Causes.' <box>336 1249 473 1292</box>
paragraph: clusion of this race. Hack Selling Race: Bushman, 1; Tommy Tit, 1. Ladies' Purse: Mr. Patterson's Maid of the Mill, 1; Mr. M'Kay's Medora, 2. Hospital Race: Jacky Bobby, 1. <box>490 36 627 79</box>
paragraph: With reference to the conditions of these leases, it was resolved that in future 10s. per acre deposit only should be taken until the surveys were completed and approved. <box>336 405 473 448</box>
dateline: Christchurch, April 7. <box>395 1504 473 1513</box>
account-row <box>182 843 319 851</box>
paragraph: His Worship said he must give order decide on a question of being the holder of debts, until plaintiff can show the District Court that he was not ranked as creditor. Defendant's property would have no legal obligation to set order on one side; but his having said 16s., showed there must be some debt admitted by defendant. It would reserve judgment until next Court day. <box>22 1082 165 1169</box>
column-1 <box>22 36 170 2064</box>
ad-body: WANTED, a rope-table Youth as an apprentice. Apply to James Sly, Practical Bootmaker, Peel-street, Lawrence. <box>952 859 1089 894</box>
account-item: 640 acres at 20s <box>182 793 239 802</box>
paragraph: A correspondent of a contemporary writes that an enterprising young friend of his is about to institute an entirely novel system of collecting accounts. He is to have a large van, painted in the most gorgeous and unmistakeable colors, and his name and occupation standing out in the boldest of all colors. In the centre of the van, in the most conspicuous position, is to be a large revolving bag, and around this a chorus band of wind and stringed instruments is to be located. The van when fully equipped, is to start, and the band is to be mobilised until it has reached the debtor's house, and application made for payment. Should the application be unsuccessful, the band is to strike up further appropriate and popular airs, such as 'Hard Times Come Again no More,' 'Oh Willy, we have Missed You,' and so on, until the unfortunate debtor is constrained to pay the amount. If the poor fellow imagines his humiliation too great to endure, he proceeds to the next victim, and so on until all the work is done. Then the van returns with all the spoil. <box>798 746 935 1005</box>
